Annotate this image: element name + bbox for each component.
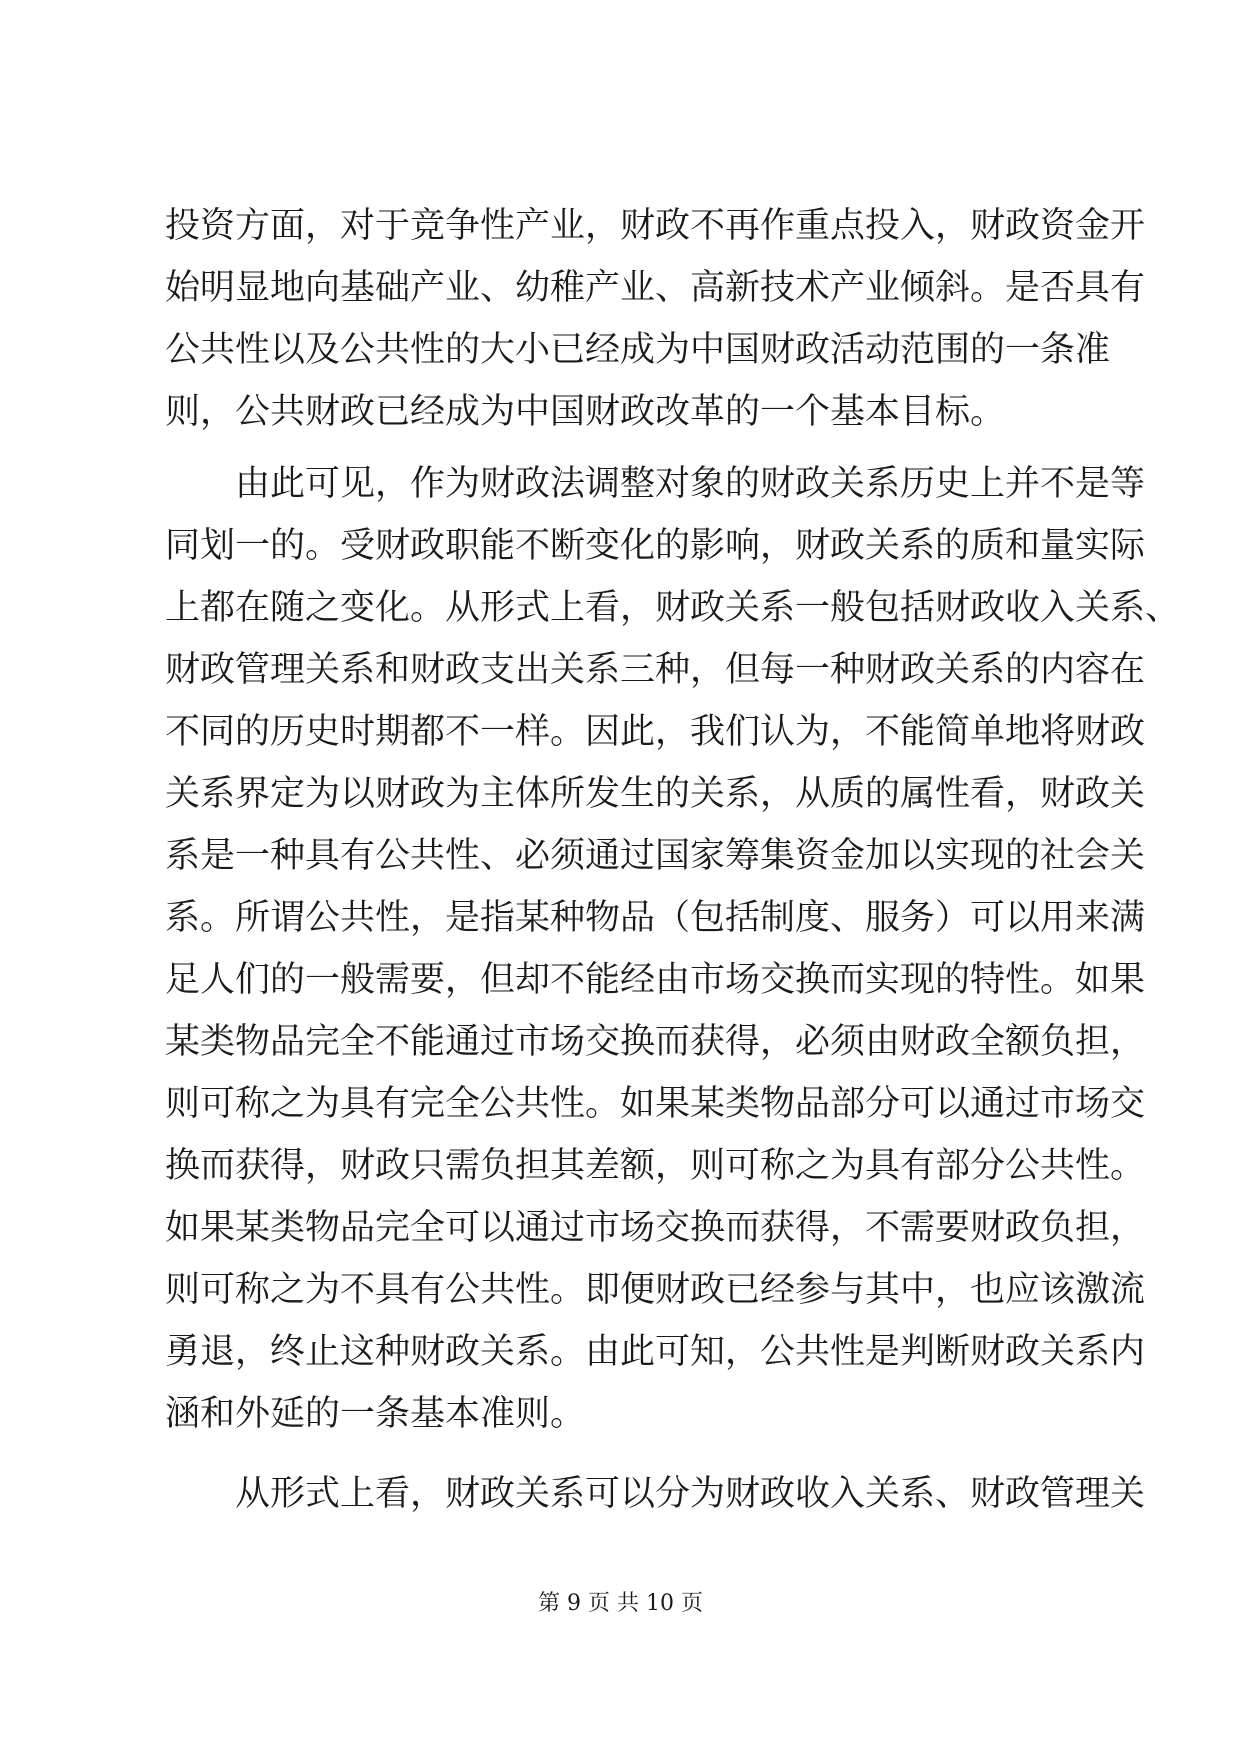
paragraph-2-line-6: 关系界定为以财政为主体所发生的关系，从质的属性看，财政关: [165, 774, 1146, 814]
paragraph-2-line-16: 涵和外延的一条基本准则。: [165, 1394, 586, 1434]
paragraph-2-line-15: 勇退，终止这种财政关系。由此可知，公共性是判断财政关系内: [165, 1332, 1146, 1372]
paragraph-2-line-9: 足人们的一般需要，但却不能经由市场交换而实现的特性。如果: [165, 960, 1146, 1000]
paragraph-2-line-12: 换而获得，财政只需负担其差额，则可称之为具有部分公共性。: [165, 1146, 1146, 1186]
paragraph-1-line-1: 投资方面，对于竞争性产业，财政不再作重点投入，财政资金开: [165, 206, 1146, 246]
paragraph-2-line-13: 如果某类物品完全可以通过市场交换而获得，不需要财政负担，: [165, 1208, 1146, 1248]
paragraph-2-line-1: 由此可见，作为财政法调整对象的财政关系历史上并不是等: [235, 464, 1146, 504]
paragraph-2-line-14: 则可称之为不具有公共性。即便财政已经参与其中，也应该激流: [165, 1270, 1146, 1310]
paragraph-2-line-10: 某类物品完全不能通过市场交换而获得，必须由财政全额负担，: [165, 1022, 1146, 1062]
paragraph-2-line-7: 系是一种具有公共性、必须通过国家筹集资金加以实现的社会关: [165, 836, 1146, 876]
paragraph-2-line-4: 财政管理关系和财政支出关系三种，但每一种财政关系的内容在: [165, 650, 1146, 690]
page-number-footer: 第 9 页 共 10 页: [538, 1591, 703, 1616]
paragraph-2-line-5: 不同的历史时期都不一样。因此，我们认为，不能简单地将财政: [165, 712, 1146, 752]
paragraph-2-line-3: 上都在随之变化。从形式上看，财政关系一般包括财政收入关系、: [165, 588, 1181, 628]
paragraph-2-line-2: 同划一的。受财政职能不断变化的影响，财政关系的质和量实际: [165, 526, 1146, 566]
paragraph-2-line-8: 系。所谓公共性，是指某种物品（包括制度、服务）可以用来满: [165, 898, 1146, 938]
paragraph-3-line-1: 从形式上看，财政关系可以分为财政收入关系、财政管理关: [235, 1474, 1146, 1514]
paragraph-1-line-2: 始明显地向基础产业、幼稚产业、高新技术产业倾斜。是否具有: [165, 268, 1146, 308]
paragraph-2-line-11: 则可称之为具有完全公共性。如果某类物品部分可以通过市场交: [165, 1084, 1146, 1124]
paragraph-1-line-4: 则，公共财政已经成为中国财政改革的一个基本目标。: [165, 392, 1006, 432]
paragraph-1-line-3: 公共性以及公共性的大小已经成为中国财政活动范围的一条准: [165, 330, 1111, 370]
